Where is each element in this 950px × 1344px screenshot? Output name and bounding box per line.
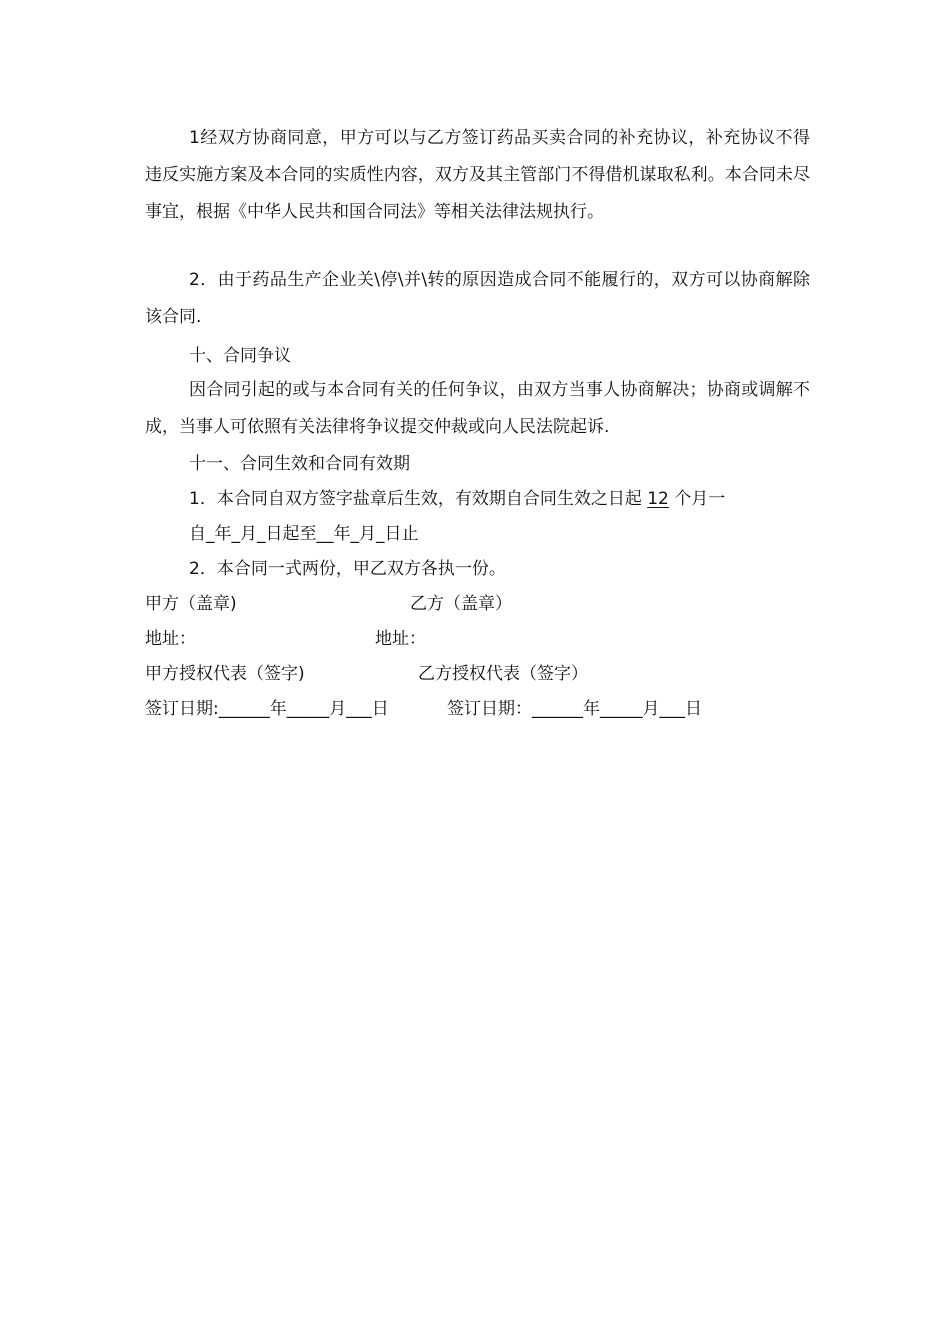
- validity-months: 12: [647, 489, 669, 509]
- date-range-year: 年: [333, 524, 351, 544]
- heading-dispute: 十、合同争议: [189, 346, 291, 366]
- date-range-line: [189, 523, 419, 545]
- paragraph-dispute: 因合同引起的或与本合同有关的任何争议，由双方当事人协商解决；协商或调解不成，当事人可依照有关法律将争议提交仲裁或向人民法院起诉.: [145, 380, 810, 437]
- validity-prefix: 1．本合同自双方签字盐章后生效，有效期自合同生效之日起: [189, 489, 648, 509]
- date-range-blank: _: [231, 524, 240, 544]
- date-range-month: 月: [240, 524, 257, 544]
- copies-line: 2．本合同一式两份，甲乙双方各执一份。: [189, 559, 506, 579]
- date-range-end: 日止: [384, 524, 419, 544]
- date-range-day-to: 日起至: [265, 524, 317, 544]
- date-range-blank: _: [350, 524, 359, 544]
- paragraph-termination: 2．由于药品生产企业关\停\并\转的原因造成合同不能履行的，双方可以协商解除该合同.: [145, 270, 810, 327]
- representative-b: 乙方授权代表（签字）: [418, 664, 588, 684]
- paragraph-supplement: 1经双方协商同意，甲方可以与乙方签订药品买卖合同的补充协议，补充协议不得违反实施方案及本合同的实质性内容，双方及其主管部门不得借机谋取私利。本合同未尽事宜，根据《中华人民共和国合同法》等相关法律法规执行。: [145, 128, 810, 222]
- address-a: 地址：: [145, 629, 196, 649]
- party-a-seal: 甲方（盖章): [145, 594, 237, 614]
- date-range-blank: __: [316, 524, 334, 544]
- representative-a: 甲方授权代表（签字): [145, 664, 305, 684]
- heading-validity: 十一、合同生效和合同有效期: [189, 454, 410, 474]
- date-range-from: 自: [189, 524, 206, 544]
- date-range-blank: _: [257, 524, 266, 544]
- date-range-month: 月: [359, 524, 376, 544]
- validity-suffix: 个月一: [668, 489, 726, 509]
- party-b-seal: 乙方（盖章）: [410, 594, 512, 614]
- date-range-blank: _: [376, 524, 385, 544]
- date-range-blank: _: [206, 524, 215, 544]
- sign-date-a: 签订日期:______年_____月___日: [145, 699, 389, 719]
- date-range-year: 年: [214, 524, 232, 544]
- address-b: 地址：: [375, 629, 426, 649]
- validity-line: [189, 488, 725, 510]
- sign-date-b: 签订日期：______年_____月___日: [447, 699, 702, 719]
